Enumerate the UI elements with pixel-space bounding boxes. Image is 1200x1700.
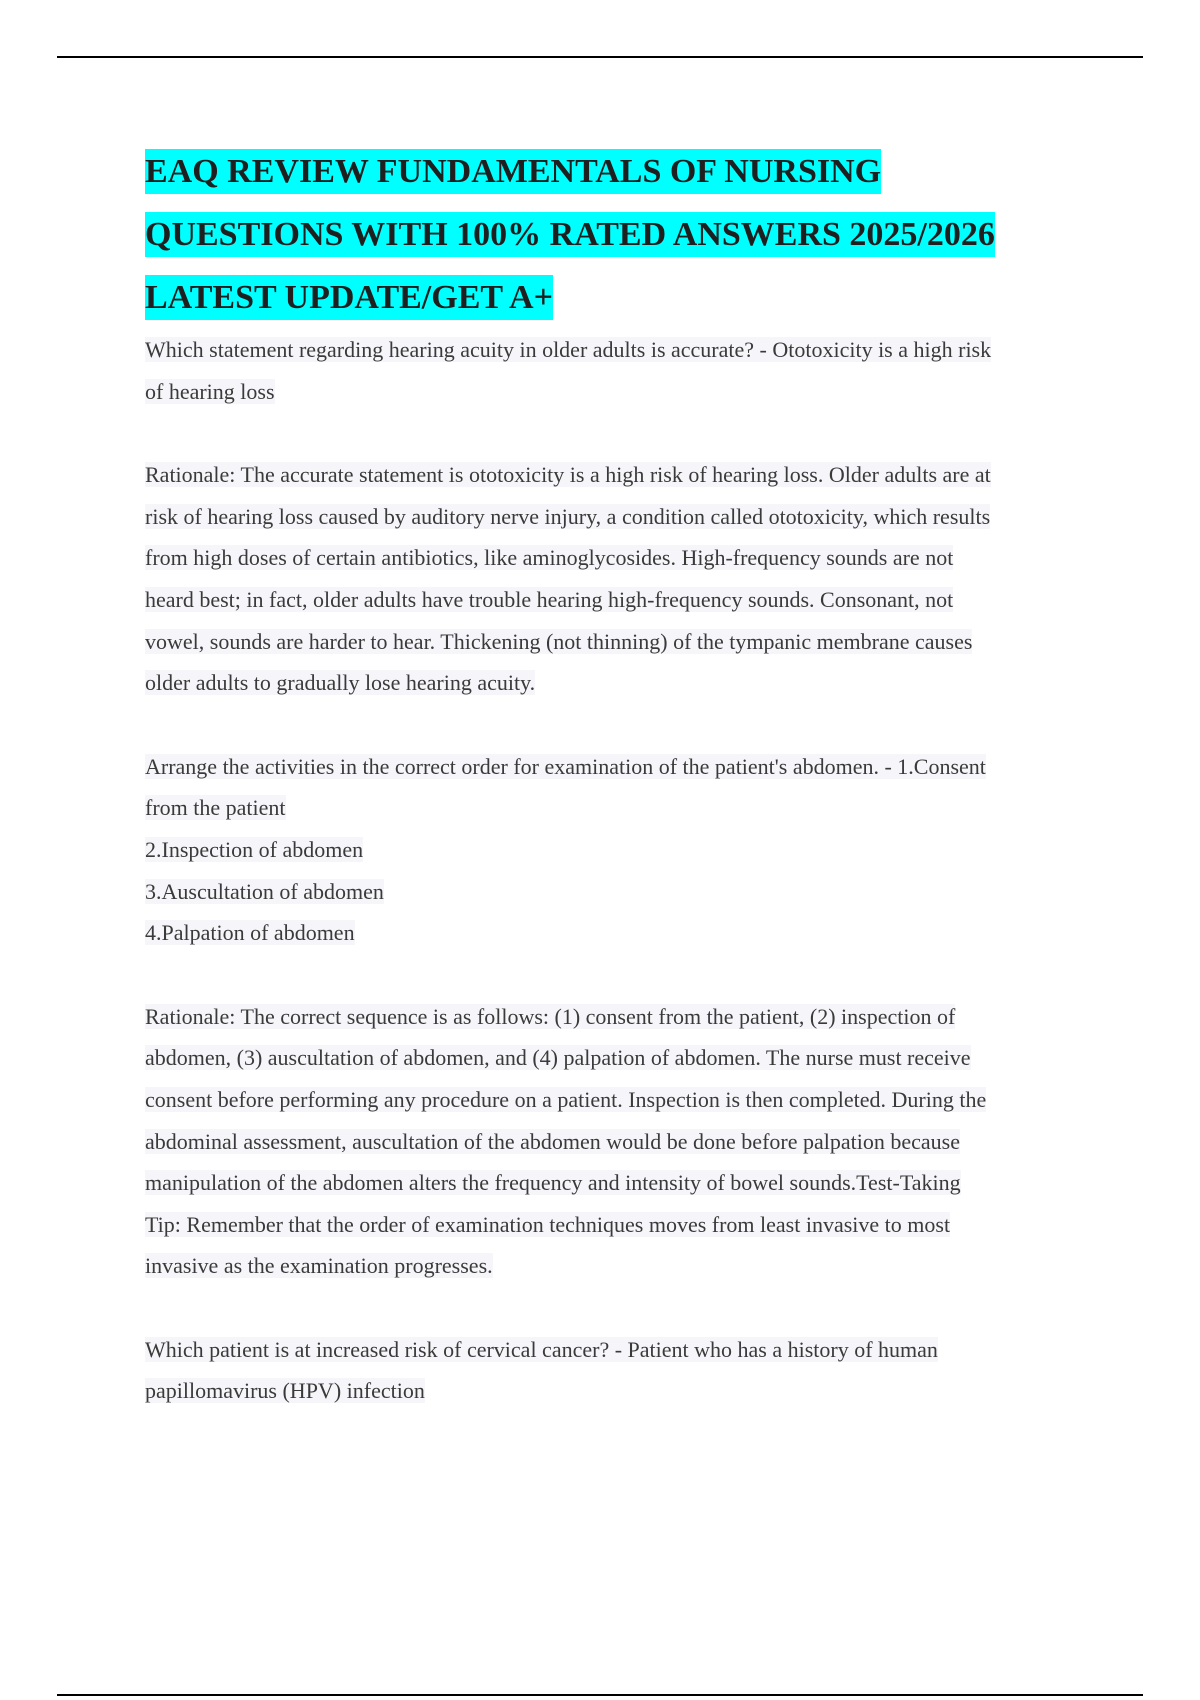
text-line: risk of hearing loss caused by auditory nerve injury, a condition called ototoxicity, which results: [145, 503, 991, 529]
text-line: of hearing loss: [145, 378, 275, 404]
paragraph-gap: [145, 704, 1085, 746]
text-line: from high doses of certain antibiotics, like aminoglycosides. High-frequency sounds are not: [145, 545, 954, 571]
rationale-2: [145, 996, 1085, 1287]
text-line: invasive as the examination progresses.: [145, 1253, 493, 1279]
paragraph-gap: [145, 412, 1085, 454]
text-line: Rationale: The accurate statement is ototoxicity is a high risk of hearing loss. Older adults are at: [145, 462, 991, 488]
text-line: papillomavirus (HPV) infection: [145, 1378, 425, 1404]
title-line: LATEST UPDATE/GET A+: [145, 275, 553, 320]
page-bottom-rule: [57, 1694, 1143, 1696]
question-2: [145, 746, 1085, 954]
paragraph-gap: [145, 954, 1085, 996]
question-1: [145, 329, 1085, 412]
title-line: QUESTIONS WITH 100% RATED ANSWERS 2025/2026: [145, 212, 995, 257]
paragraph-gap: [145, 1287, 1085, 1329]
document-content: [145, 140, 1085, 1412]
text-line: Arrange the activities in the correct order for examination of the patient's abdomen. - 1.Consent: [145, 753, 986, 779]
text-line: 4.Palpation of abdomen: [145, 920, 355, 946]
text-line: older adults to gradually lose hearing acuity.: [145, 670, 536, 696]
text-line: manipulation of the abdomen alters the frequency and intensity of bowel sounds.Test-Taking: [145, 1170, 961, 1196]
question-3: [145, 1329, 1085, 1412]
title-line: EAQ REVIEW FUNDAMENTALS OF NURSING: [145, 149, 881, 194]
text-line: Which patient is at increased risk of cervical cancer? - Patient who has a history of human: [145, 1336, 938, 1362]
text-line: consent before performing any procedure on a patient. Inspection is then completed. During the: [145, 1086, 987, 1112]
text-line: Tip: Remember that the order of examination techniques moves from least invasive to most: [145, 1211, 951, 1237]
text-line: from the patient: [145, 795, 286, 821]
text-line: heard best; in fact, older adults have trouble hearing high-frequency sounds. Consonant, not: [145, 586, 954, 612]
text-line: 3.Auscultation of abdomen: [145, 878, 384, 904]
document-title: [145, 140, 1085, 329]
text-line: abdominal assessment, auscultation of the abdomen would be done before palpation because: [145, 1128, 960, 1154]
rationale-1: [145, 454, 1085, 704]
text-line: 2.Inspection of abdomen: [145, 836, 364, 862]
text-line: Which statement regarding hearing acuity in older adults is accurate? - Ototoxicity is a high risk: [145, 337, 992, 362]
text-line: vowel, sounds are harder to hear. Thickening (not thinning) of the tympanic membrane causes: [145, 628, 973, 654]
page-top-rule: [57, 56, 1143, 58]
text-line: abdomen, (3) auscultation of abdomen, and (4) palpation of abdomen. The nurse must receive: [145, 1045, 971, 1071]
text-line: Rationale: The correct sequence is as follows: (1) consent from the patient, (2) inspection of: [145, 1003, 956, 1029]
